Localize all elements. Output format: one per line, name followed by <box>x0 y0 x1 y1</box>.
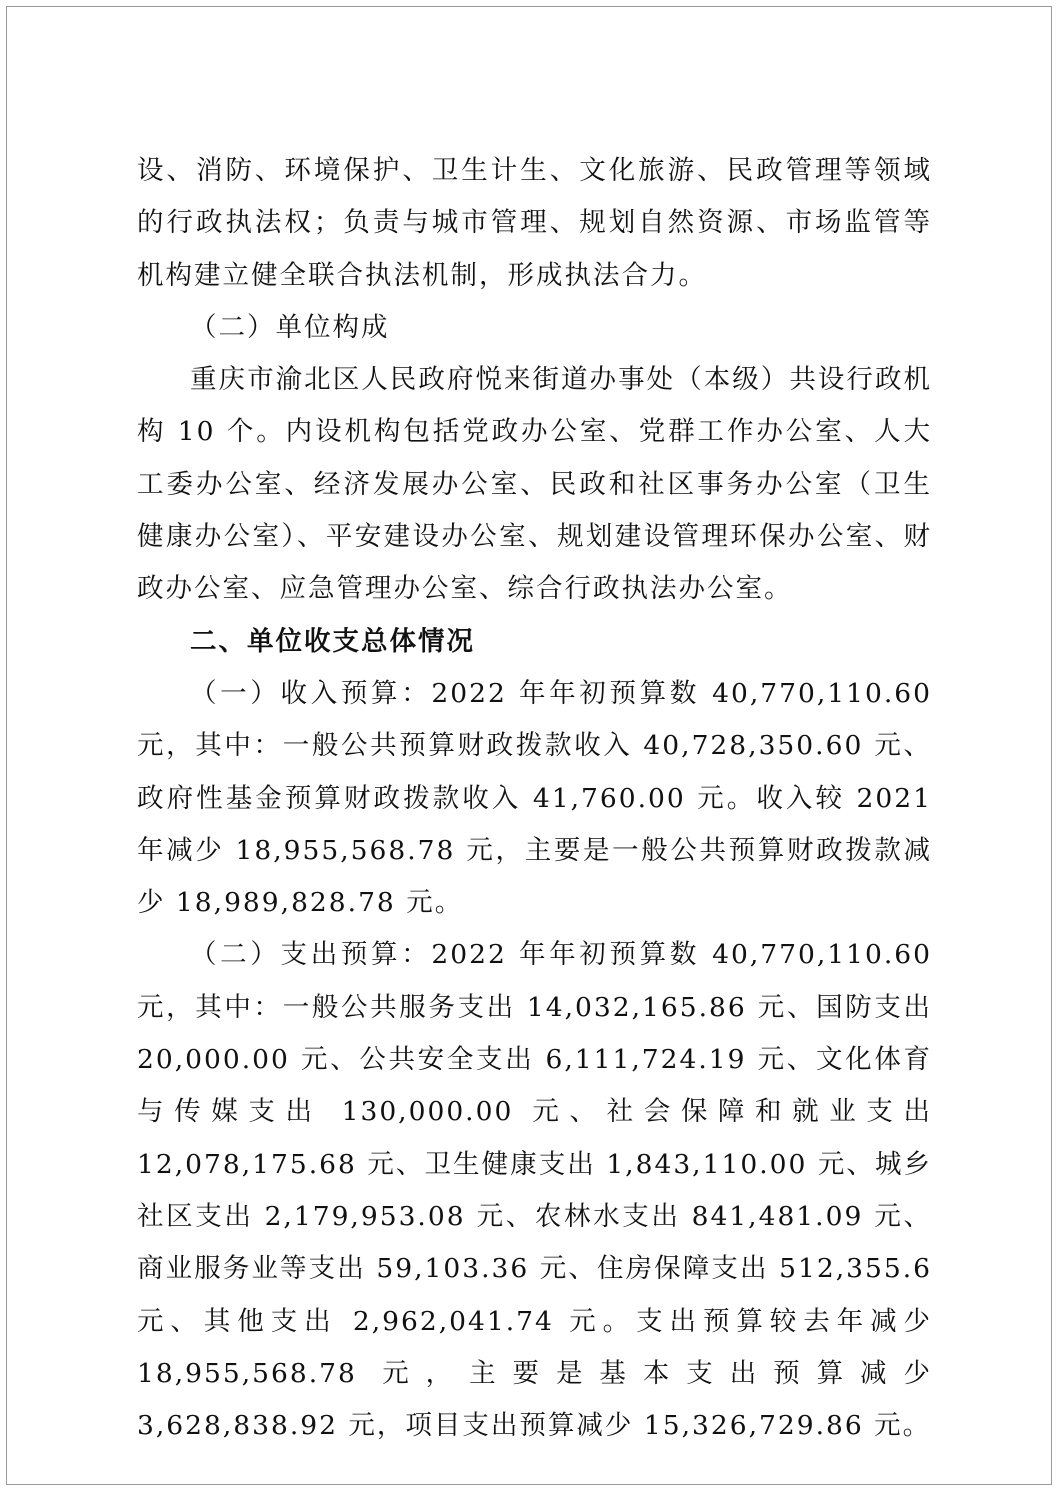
document-page <box>6 6 1052 1485</box>
paragraph-enforcement-powers: 设、消防、环境保护、卫生计生、文化旅游、民政管理等领域的行政执法权；负责与城市管理、规划自然资源、市场监管等机构建立健全联合执法机制，形成执法合力。 <box>137 155 932 291</box>
paragraph-expenditure-budget: （二）支出预算：2022 年年初预算数 40,770,110.60 元，其中：一般公共服务支出 14,032,165.86 元、国防支出 20,000.00 元、公共安全支出 6,111,724.19 元、文化体育与传媒支出 130,000.00 元、社会保障和就业支出 12,078,175.68 元、卫生健康支出 1,843,110.00 元、城乡社区支出 2,179,953.08 元、农林水支出 841,481.09 元、商业服务业等支出 59,103.36 元、住房保障支出 512,355.6 元、其他支出 2,962,041.74 元。支出预算较去年减少 18,955,568.78 元，主要是基本支出预算减少 3,628,838.92 元，项目支出预算减少 15,326,729.86 元。 <box>137 939 932 1442</box>
paragraph-unit-composition: 重庆市渝北区人民政府悦来街道办事处（本级）共设行政机构 10 个。内设机构包括党政办公室、党群工作办公室、人大工委办公室、经济发展办公室、民政和社区事务办公室（卫生健康办公室）、平安建设办公室、规划建设管理环保办公室、财政办公室、应急管理办公室、综合行政执法办公室。 <box>137 364 932 605</box>
document-body <box>137 145 932 1452</box>
section-heading-unit-composition: （二）单位构成 <box>190 311 390 343</box>
paragraph-income-budget: （一）收入预算：2022 年年初预算数 40,770,110.60 元，其中：一般公共预算财政拨款收入 40,728,350.60 元、政府性基金预算财政拨款收入 41,760.00 元。收入较 2021 年减少 18,955,568.78 元，主要是一般公共预算财政拨款减少 18,989,828.78 元。 <box>137 677 932 919</box>
section-heading-budget-overview: 二、单位收支总体情况 <box>190 625 475 657</box>
